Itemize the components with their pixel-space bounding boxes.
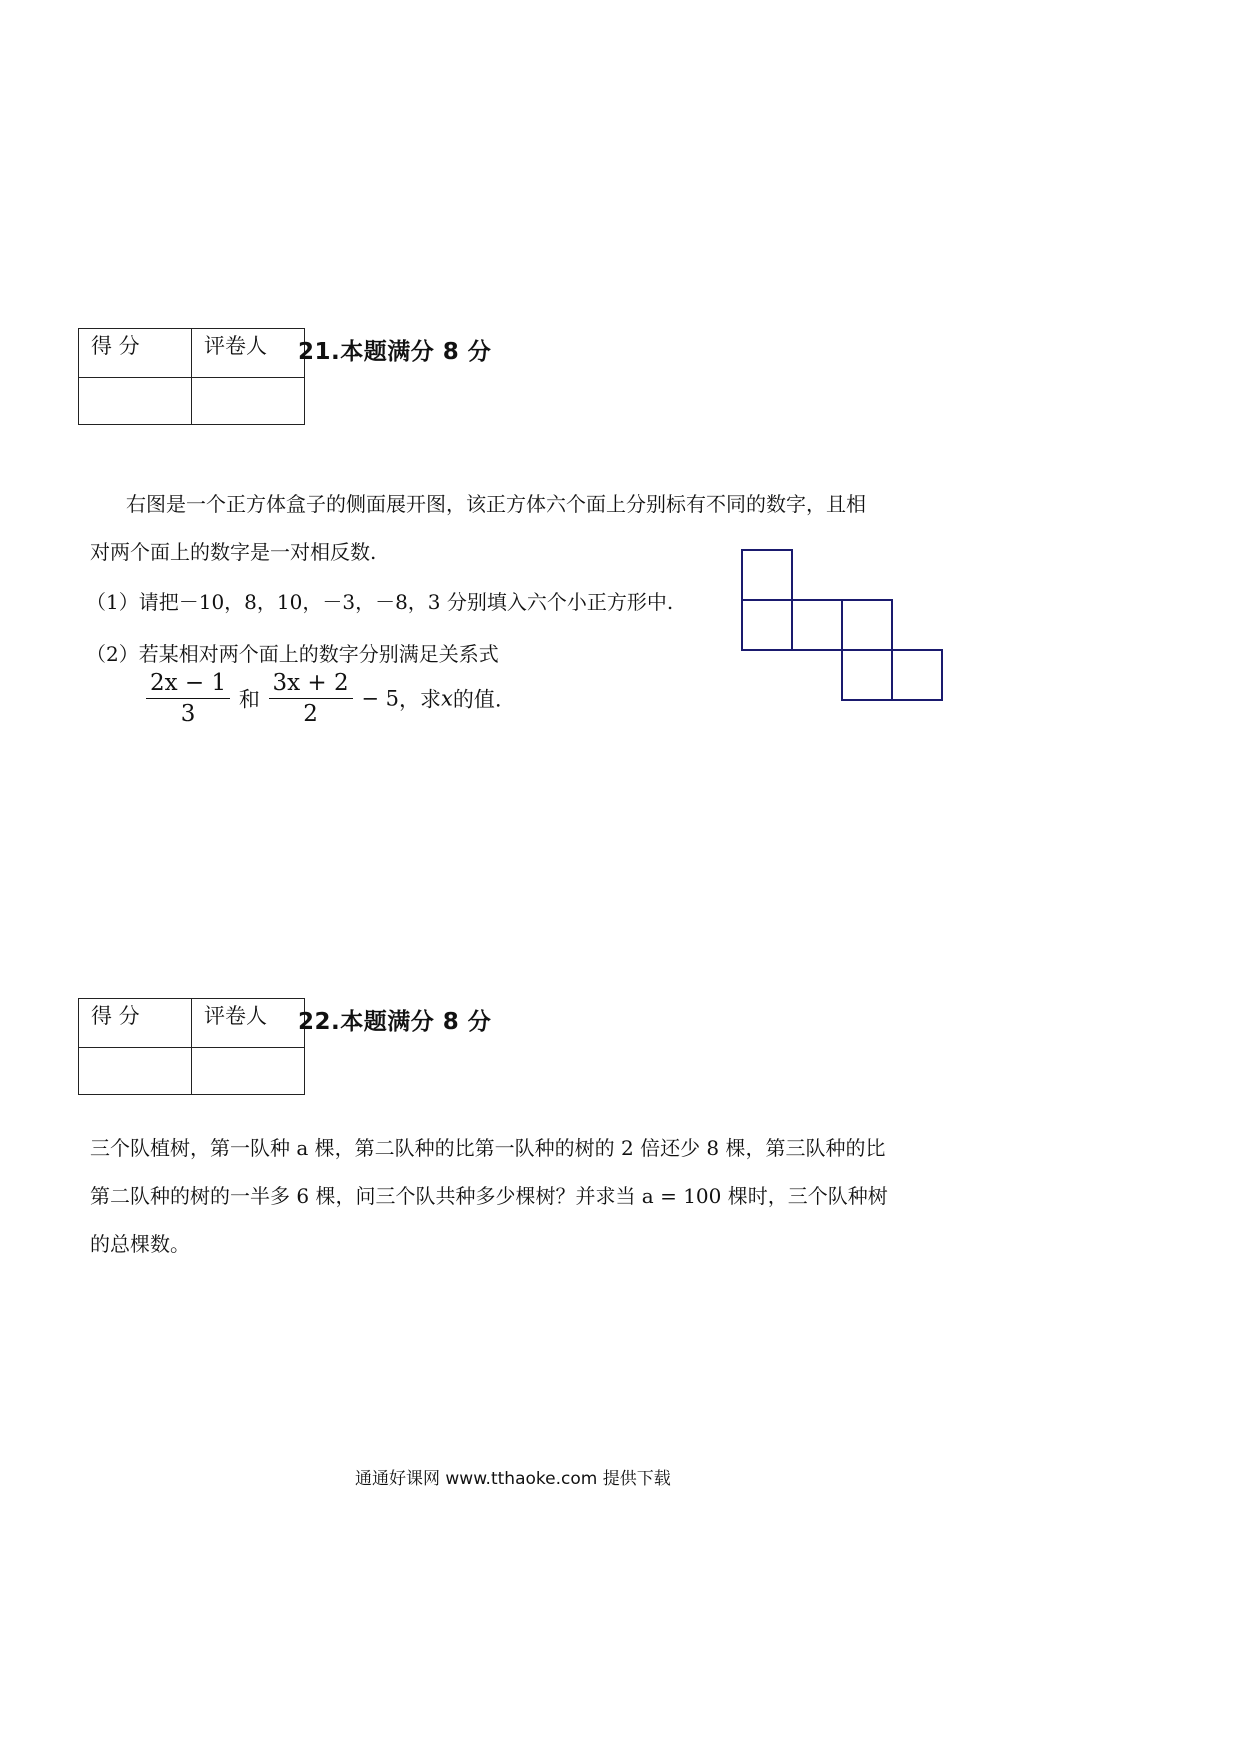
footer-text: 通通好课网 www.tthaoke.com 提供下载 (355, 1469, 671, 1489)
fraction-1-denominator: 3 (180, 701, 196, 727)
q21-intro-line1: 右图是一个正方体盒子的侧面展开图，该正方体六个面上分别标有不同的数字，且相 (126, 492, 866, 516)
net-square-2[interactable] (742, 600, 792, 650)
q21-score-table (78, 328, 305, 425)
q22-score-table (78, 998, 305, 1095)
net-square-1[interactable] (742, 550, 792, 600)
q22-line1: 三个队植树，第一队种 a 棵，第二队种的比第一队种的树的 2 倍还少 8 棵，第三队种的比 (90, 1136, 886, 1160)
ask-prefix: ，求 (398, 687, 441, 712)
q22-line3: 的总棵数。 (90, 1232, 190, 1256)
net-square-3[interactable] (792, 600, 842, 650)
cube-net-diagram (740, 548, 946, 708)
q21-title: 21.本题满分 8 分 (298, 339, 492, 365)
q22-line2: 第二队种的树的一半多 6 棵，问三个队共种多少棵树？并求当 a = 100 棵时，三个队种树 (90, 1184, 888, 1208)
fraction-2-numerator: 3x + 2 (269, 668, 353, 699)
score-cell[interactable] (79, 378, 192, 425)
net-square-6[interactable] (892, 650, 942, 700)
grader-cell[interactable] (192, 1048, 305, 1095)
score-header: 得 分 (79, 329, 192, 378)
fraction-2 (269, 668, 353, 729)
grader-header: 评卷人 (192, 999, 305, 1048)
minus-five: − 5 (361, 686, 399, 711)
fraction-2-denominator: 2 (303, 701, 318, 727)
q21-intro-line2: 对两个面上的数字是一对相反数. (90, 540, 377, 564)
q21-formula (144, 668, 502, 729)
fraction-1 (146, 668, 230, 729)
net-square-5[interactable] (842, 650, 892, 700)
score-header: 得 分 (79, 999, 192, 1048)
fraction-1-numerator: 2x − 1 (146, 668, 230, 699)
q21-part2: （2）若某相对两个面上的数字分别满足关系式 (86, 642, 499, 666)
q21-part1: （1）请把－10，8，10，－3，－8，3 分别填入六个小正方形中. (86, 590, 674, 614)
net-square-4[interactable] (842, 600, 892, 650)
score-cell[interactable] (79, 1048, 192, 1095)
grader-header: 评卷人 (192, 329, 305, 378)
grader-cell[interactable] (192, 378, 305, 425)
q22-title: 22.本题满分 8 分 (298, 1009, 492, 1035)
and-word: 和 (238, 687, 260, 712)
ask-suffix: 的值. (452, 687, 502, 712)
ask-variable: x (440, 686, 453, 711)
